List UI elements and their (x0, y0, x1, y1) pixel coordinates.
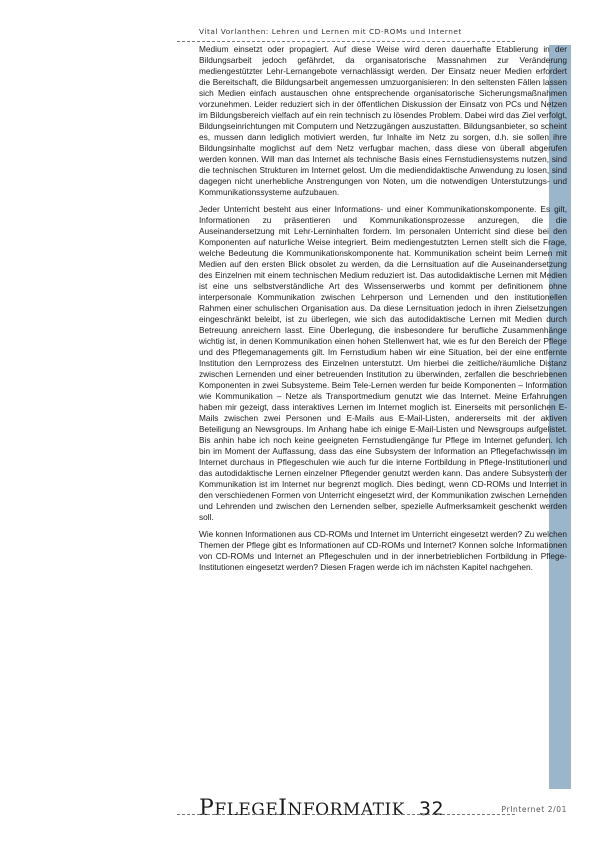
running-header: Vital Vorlanthen: Lehren und Lernen mit CD-ROMs und Internet (199, 27, 462, 36)
paragraph-2: Jeder Unterricht besteht aus einer Informations- und einer Kommunikationskomponente. Es gilt, Informationen zu präsentieren und Kommunikationsprozesse anzuregen, die die Auseinandersetzung mit Lehr-Lerninhalten fordern. Im personalen Unterricht sind diese bei den Komponenten auf naturliche Weise integriert. Beim mediengestutzten Lernen stellt sich die Frage, welche Bedeutung die Kommunikationskomponente hat. Kommunikation scheint beim Lernen mit Medien auf den ersten Blick obsolet zu werden, da die Lernsituation auf die Auseinandersetzung des Einzelnen mit einem technischen Medium reduziert ist. Das autodidaktische Lernen mit Medien ist eine uns selbstverständliche Art des Wissenserwerbs und kommt per definitionem ohne interpersonale Kommunikation zwischen Lehrperson und Lernenden und den institutionellen Rahmen einer schulischen Organisation aus. Da diese Lernsituation jedoch in ihren Zielsetzungen eingeschränkt beleibt, ist zu überlegen, wie sich das autodidaktische Lernen mit Medien durch Betreuung anreichern lasst. Eine Überlegung, die insbesondere fur berufliche Zusammenhänge wichtig ist, in denen Kommunikation einen hohen Stellenwert hat, wie es fur den Bereich der Pflege und des Pflegemanagements gilt. Im Fernstudium haben wir eine Situation, bei der eine entfernte Institution den Lernprozess des Einzelnen unterstutzt. Um hierbei die zeitliche/räumliche Distanz zwischen Lernenden und einer betreuenden Institution zu überwinden, zerfallen die beschriebenen Komponenten in zwei Subsysteme. Beim Tele-Lernen werden fur beide Komponenten – Information wie Kommunikation – Netze als Transportmedium genutzt wie das Internet. Meine Erfahrungen haben mir gezeigt, dass interaktives Lernen im Internet moglich ist. Einerseits mit personlichen E-Mails zwischen zwei Personen und E-Mails aus E-Mail-Listen, andererseits mit der aktiven Beteiligung an Newsgroups. Im Anhang habe ich einige E-Mail-Listen und Newsgroups aufgelistet. Bis anhin habe ich noch keine geeigneten Fernstudiengänge fur Pflege im Internet gefunden. Ich bin im Moment der Auffassung, dass das eine Subsystem der Information an Pflegefachwissen im Internet durchaus in Pflegeschulen wie auch fur die interne Fortbildung in Pflege-Institutionen und das autodidaktische Lernen einzelner Pflegender genutzt werden kann. Das andere Subsystem der Kommunikation ist im Internet nur begrenzt moglich. Dies bedingt, wenn CD-ROMs und Internet in den verschiedenen Formen von Unterricht eingesetzt wird, der Kommunikation zwischen Lernenden und Lehrenden und zwischen den Lernenden selber, spezielle Aufmerksamkeit geschenkt werden soll. (199, 204, 567, 522)
brand-cap-p: P (199, 796, 215, 821)
body-text (199, 44, 567, 579)
footer-rule (177, 814, 515, 815)
brand-rest-nformatik: NFORMATIK (287, 800, 405, 820)
page-number: 32 (418, 798, 445, 820)
paragraph-1: Medium einsetzt oder propagiert. Auf diese Weise wird deren dauerhafte Etablierung in der Bildungsarbeit jedoch gefährdet, da organisatorische Massnahmen zur Veränderung mediengestützter Lehr-Lernangebote vernachlässigt werden. Der Einsatz neuer Medien erfordert die Bereitschaft, die Bildungsarbeit angemessen umzuorganisieren: In den seltensten Fällen lassen sich Medien einfach austauschen ohne entsprechende organisatorische Sicherungsmaßnahmen vorzunehmen. Leider reduziert sich in der öffentlichen Diskussion der Einsatz von PCs und Netzen im Bildungsbereich vielfach auf ein rein technisch zu lösendes Problem. Dabei wird das Ziel verfolgt, Bildungseinrichtungen mit Computern und Netzzugängen auszustatten. Bildungsanbieter, so scheint es, mussen dann lediglich motiviert werden, fur Inhalte im Netz zu sorgen, d.h. sie sollen ihre Bildungsinhalte moglichst auf dem Netz verfugbar machen, dass diese von überall abgerufen werden konnen. Will man das Internet als technische Basis eines Fernstudiensystems nutzen, sind die technischen Strukturen im Internet gelost. Um die mediendidaktische Anwendung zu losen, sind dagegen nicht unerhebliche Anstrengungen von Noten, um die notwendigen Unterstutzungs- und Kommunikationssysteme aufzubauen. (199, 44, 568, 197)
footer-issue: PrInternet 2/01 (501, 805, 567, 814)
header-rule (177, 41, 515, 42)
brand-rest-flege: FLEGE (214, 800, 279, 820)
footer-brand (199, 796, 444, 821)
brand-cap-i: I (278, 796, 288, 821)
paragraph-3: Wie konnen Informationen aus CD-ROMs und Internet im Unterricht eingesetzt werden? Zu welchen Themen der Pflege gibt es Informationen auf CD-ROMs und Internet? Konnen solche Informationen von CD-ROMs und Internet an Pflegeschulen und in der innerbetrieblichen Fortbildung in Pflege-Institutionen eingesetzt werden? Diesen Fragen werde ich im nächsten Kapitel nachgehen. (199, 529, 568, 572)
